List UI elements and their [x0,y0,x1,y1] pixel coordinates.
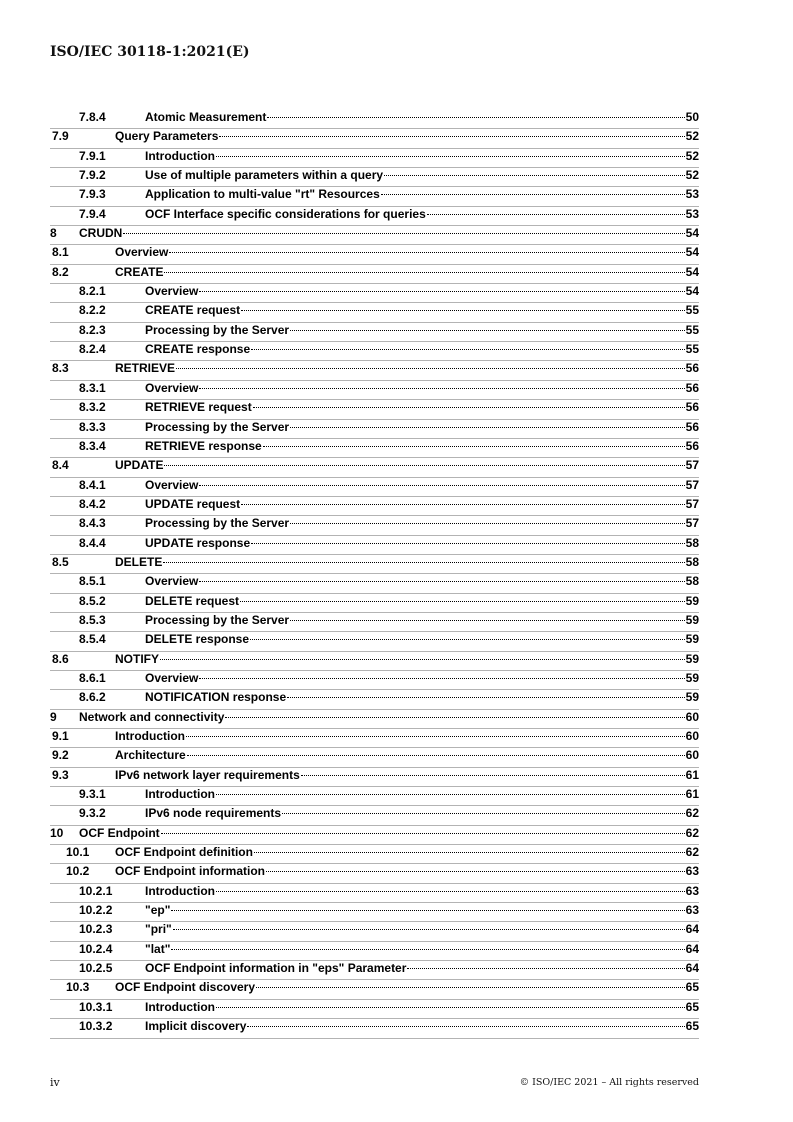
dot-leader [199,291,684,292]
toc-entry-number: 10.3 [66,980,90,995]
toc-entry-number: 10.3.2 [79,1019,113,1034]
toc-entry-page: 50 [685,110,699,124]
dot-leader [256,987,685,988]
toc-entry-number: 8.3.2 [79,400,106,415]
toc-entry-number: 8.5.1 [79,574,106,589]
dot-leader [225,717,684,718]
dot-leader [160,659,685,660]
dot-leader [290,523,685,524]
toc-entry[interactable] [50,806,699,825]
toc-entry-title: Overview [145,477,199,492]
toc-entry[interactable] [50,516,699,535]
toc-entry-number: 10.3.1 [79,999,113,1014]
toc-entry-page: 58 [685,535,699,550]
toc-entry-page: 60 [685,729,699,743]
toc-entry[interactable] [50,671,699,690]
toc-entry-title: Overview [145,380,199,395]
toc-entry-number: 8.6 [52,651,69,666]
toc-entry[interactable] [50,768,699,787]
toc-entry-number: 8.4.2 [79,496,106,511]
toc-entry-title: Architecture [115,748,186,763]
toc-entry-title: RETRIEVE [115,361,176,376]
dot-leader [290,620,685,621]
toc-entry-page: 55 [685,322,699,337]
toc-entry-page: 57 [685,496,699,511]
dot-leader [199,485,684,486]
toc-entry[interactable] [50,826,699,845]
toc-entry-number: 7.9.3 [79,187,106,202]
toc-entry-number: 7.8.4 [79,110,106,124]
toc-entry[interactable] [50,594,699,613]
table-of-contents [50,110,699,1039]
toc-entry-number: 10.1 [66,845,90,860]
toc-entry-title: OCF Endpoint information in "eps" Parameter [145,961,407,976]
toc-entry-number: 8.4 [52,458,69,473]
toc-entry[interactable] [50,710,699,729]
toc-entry-number: 8.5.2 [79,593,106,608]
page-number: iv [50,1076,60,1089]
toc-entry-page: 56 [685,400,699,415]
toc-entry-title: OCF Endpoint [79,825,160,840]
toc-entry-page: 59 [685,651,699,666]
toc-entry[interactable] [50,555,699,574]
dot-leader [171,910,684,911]
dot-leader [381,194,685,195]
toc-entry-number: 7.9.1 [79,148,106,163]
toc-entry-title: UPDATE request [145,496,241,511]
toc-entry-title: Processing by the Server [145,322,290,337]
dot-leader [164,465,684,466]
dot-leader [169,252,684,253]
toc-entry[interactable] [50,361,699,380]
toc-entry[interactable] [50,787,699,806]
toc-entry[interactable] [50,748,699,767]
toc-entry-title: "lat" [145,941,171,956]
toc-entry-title: Introduction [145,999,215,1014]
toc-entry-title: Implicit discovery [145,1019,247,1034]
toc-entry-title: CREATE response [145,342,251,357]
dot-leader [247,1026,684,1027]
toc-entry-number: 8.2.1 [79,284,106,299]
toc-entry-page: 64 [685,961,699,976]
toc-entry-number: 10.2.1 [79,883,113,898]
toc-entry-title: IPv6 node requirements [145,806,282,821]
toc-entry-page: 52 [685,168,699,183]
dot-leader [384,175,685,176]
toc-entry-title: DELETE [115,554,163,569]
toc-entry[interactable] [50,536,699,555]
dot-leader [199,581,684,582]
dot-leader [241,504,685,505]
toc-entry-title: Atomic Measurement [145,110,267,124]
toc-entry-page: 64 [685,922,699,937]
toc-entry-title: Introduction [145,787,215,802]
toc-entry[interactable] [50,632,699,651]
dot-leader [251,349,685,350]
toc-entry-page: 58 [685,574,699,589]
toc-entry-number: 8.3.1 [79,380,106,395]
toc-entry-title: Application to multi-value "rt" Resources [145,187,380,202]
dot-leader [301,775,685,776]
toc-entry[interactable] [50,864,699,883]
toc-entry-page: 59 [685,593,699,608]
toc-entry-number: 10.2.5 [79,961,113,976]
toc-entry-number: 7.9.4 [79,206,106,221]
toc-entry-title: UPDATE [115,458,164,473]
toc-entry-number: 10.2 [66,864,90,879]
toc-entry-title: DELETE request [145,593,240,608]
toc-entry-page: 58 [685,554,699,569]
dot-leader [164,272,684,273]
toc-entry-title: UPDATE response [145,535,251,550]
toc-entry-page: 65 [685,999,699,1014]
dot-leader [216,891,685,892]
toc-entry-title: Overview [145,574,199,589]
toc-entry-page: 62 [685,806,699,821]
toc-entry-number: 8.4.1 [79,477,106,492]
toc-entry-page: 54 [685,226,699,241]
toc-entry-number: 8.5.3 [79,612,106,627]
toc-entry-number: 9.1 [52,729,69,743]
toc-entry-number: 8.3 [52,361,69,376]
dot-leader [290,330,685,331]
toc-entry-page: 62 [685,845,699,860]
toc-entry-number: 8.3.3 [79,419,106,434]
toc-entry[interactable] [50,323,699,342]
toc-entry-title: Use of multiple parameters within a query [145,168,384,183]
dot-leader [266,871,685,872]
toc-entry-number: 10.2.2 [79,903,113,918]
toc-entry-number: 8.1 [52,245,69,260]
toc-entry-page: 54 [685,245,699,260]
dot-leader [287,697,685,698]
toc-entry-page: 63 [685,864,699,879]
document-header: ISO/IEC 30118-1:2021(E) [50,44,250,60]
toc-entry-page: 55 [685,342,699,357]
toc-entry-page: 55 [685,303,699,318]
dot-leader [123,233,684,234]
toc-entry[interactable] [50,284,699,303]
toc-entry-title: NOTIFY [115,651,159,666]
dot-leader [186,736,685,737]
toc-entry[interactable] [50,574,699,593]
toc-entry-number: 10 [50,825,64,840]
toc-entry[interactable] [50,420,699,439]
toc-entry[interactable] [50,129,699,148]
toc-entry-title: "pri" [145,922,172,937]
toc-entry-number: 8.6.2 [79,690,106,705]
dot-leader [163,562,684,563]
toc-entry[interactable] [50,149,699,168]
toc-entry-title: Query Parameters [115,129,219,144]
toc-entry[interactable] [50,342,699,361]
toc-entry[interactable] [50,110,699,129]
toc-entry-title: Overview [145,670,199,685]
toc-entry[interactable] [50,961,699,980]
dot-leader [240,601,685,602]
toc-entry-title: OCF Endpoint information [115,864,265,879]
toc-entry-number: 8 [50,226,57,241]
dot-leader [254,852,685,853]
dot-leader [161,833,685,834]
toc-entry[interactable] [50,942,699,961]
toc-entry-page: 54 [685,264,699,279]
toc-entry-title: Overview [115,245,169,260]
toc-entry[interactable] [50,458,699,477]
dot-leader [199,678,684,679]
toc-entry-number: 9.3.2 [79,806,106,821]
toc-entry-number: 10.2.3 [79,922,113,937]
dot-leader [216,794,685,795]
copyright-notice: © ISO/IEC 2021 – All rights reserved [519,1077,699,1088]
toc-entry-page: 60 [685,709,699,724]
toc-entry-number: 9 [50,709,57,724]
toc-entry[interactable] [50,690,699,709]
toc-entry[interactable] [50,187,699,206]
dot-leader [282,813,685,814]
toc-entry[interactable] [50,922,699,941]
toc-entry[interactable] [50,439,699,458]
toc-entry-page: 56 [685,438,699,453]
toc-entry-page: 56 [685,361,699,376]
toc-entry-page: 57 [685,458,699,473]
toc-entry-page: 53 [685,187,699,202]
toc-entry[interactable] [50,381,699,400]
toc-entry-page: 61 [685,787,699,802]
toc-entry[interactable] [50,980,699,999]
dot-leader [290,427,685,428]
toc-entry-page: 57 [685,516,699,531]
toc-entry-number: 8.5 [52,554,69,569]
toc-entry-title: Network and connectivity [79,709,225,724]
toc-entry-title: Introduction [145,148,215,163]
toc-entry-number: 8.2 [52,264,69,279]
toc-entry-title: Introduction [115,729,185,743]
toc-entry[interactable] [50,613,699,632]
toc-entry-title: OCF Endpoint definition [115,845,253,860]
toc-entry-number: 8.5.4 [79,632,106,647]
toc-entry-number: 8.2.2 [79,303,106,318]
toc-entry-page: 60 [685,748,699,763]
toc-entry-page: 65 [685,1019,699,1034]
toc-entry[interactable] [50,207,699,226]
toc-entry[interactable] [50,400,699,419]
dot-leader [199,388,684,389]
toc-entry-title: Processing by the Server [145,516,290,531]
toc-entry-number: 9.2 [52,748,69,763]
toc-entry-number: 7.9.2 [79,168,106,183]
toc-entry-page: 52 [685,148,699,163]
dot-leader [219,136,684,137]
toc-entry[interactable] [50,884,699,903]
dot-leader [253,407,685,408]
toc-entry-number: 8.4.4 [79,535,106,550]
toc-entry[interactable] [50,497,699,516]
toc-entry-number: 8.4.3 [79,516,106,531]
toc-entry-page: 63 [685,903,699,918]
dot-leader [267,117,684,118]
toc-entry-page: 59 [685,670,699,685]
toc-entry[interactable] [50,303,699,322]
toc-entry[interactable] [50,265,699,284]
toc-entry-title: RETRIEVE request [145,400,252,415]
dot-leader [251,543,685,544]
dot-leader [176,368,685,369]
toc-entry-number: 8.2.3 [79,322,106,337]
toc-entry-page: 52 [685,129,699,144]
toc-entry[interactable] [50,845,699,864]
toc-entry-title: NOTIFICATION response [145,690,287,705]
toc-entry-page: 59 [685,690,699,705]
toc-entry[interactable] [50,245,699,264]
dot-leader [241,310,685,311]
toc-entry-page: 65 [685,980,699,995]
toc-entry[interactable] [50,903,699,922]
toc-entry-title: OCF Interface specific considerations for queries [145,206,426,221]
dot-leader [171,949,684,950]
toc-entry-title: Processing by the Server [145,419,290,434]
toc-entry-title: IPv6 network layer requirements [115,767,300,782]
toc-entry-page: 54 [685,284,699,299]
toc-entry-page: 64 [685,941,699,956]
toc-entry-title: Introduction [145,883,215,898]
dot-leader [407,968,684,969]
toc-entry[interactable] [50,1000,699,1019]
toc-entry-number: 8.2.4 [79,342,106,357]
toc-entry[interactable] [50,168,699,187]
toc-entry-page: 63 [685,883,699,898]
toc-entry-number: 9.3.1 [79,787,106,802]
toc-entry-page: 62 [685,825,699,840]
toc-entry[interactable] [50,652,699,671]
toc-entry-title: OCF Endpoint discovery [115,980,256,995]
toc-entry-title: CREATE [115,264,164,279]
toc-entry-title: CREATE request [145,303,241,318]
toc-entry-title: RETRIEVE response [145,438,262,453]
dot-leader [263,446,685,447]
dot-leader [173,929,685,930]
dot-leader [427,214,685,215]
toc-entry-page: 53 [685,206,699,221]
dot-leader [216,156,685,157]
toc-entry-page: 56 [685,419,699,434]
toc-entry-number: 10.2.4 [79,941,113,956]
dot-leader [250,639,685,640]
toc-entry[interactable] [50,1019,699,1038]
toc-entry[interactable] [50,478,699,497]
toc-entry-title: CRUDN [79,226,123,241]
toc-entry-number: 7.9 [52,129,69,144]
dot-leader [216,1007,685,1008]
toc-entry-title: Processing by the Server [145,612,290,627]
toc-entry-page: 61 [685,767,699,782]
toc-entry-title: DELETE response [145,632,250,647]
toc-entry-page: 57 [685,477,699,492]
toc-entry[interactable] [50,729,699,748]
toc-entry-number: 8.6.1 [79,670,106,685]
toc-entry-number: 8.3.4 [79,438,106,453]
toc-entry-title: Overview [145,284,199,299]
toc-entry-number: 9.3 [52,767,69,782]
toc-entry-page: 59 [685,612,699,627]
toc-entry-title: "ep" [145,903,171,918]
toc-entry[interactable] [50,226,699,245]
dot-leader [187,755,685,756]
toc-entry-page: 56 [685,380,699,395]
toc-entry-page: 59 [685,632,699,647]
